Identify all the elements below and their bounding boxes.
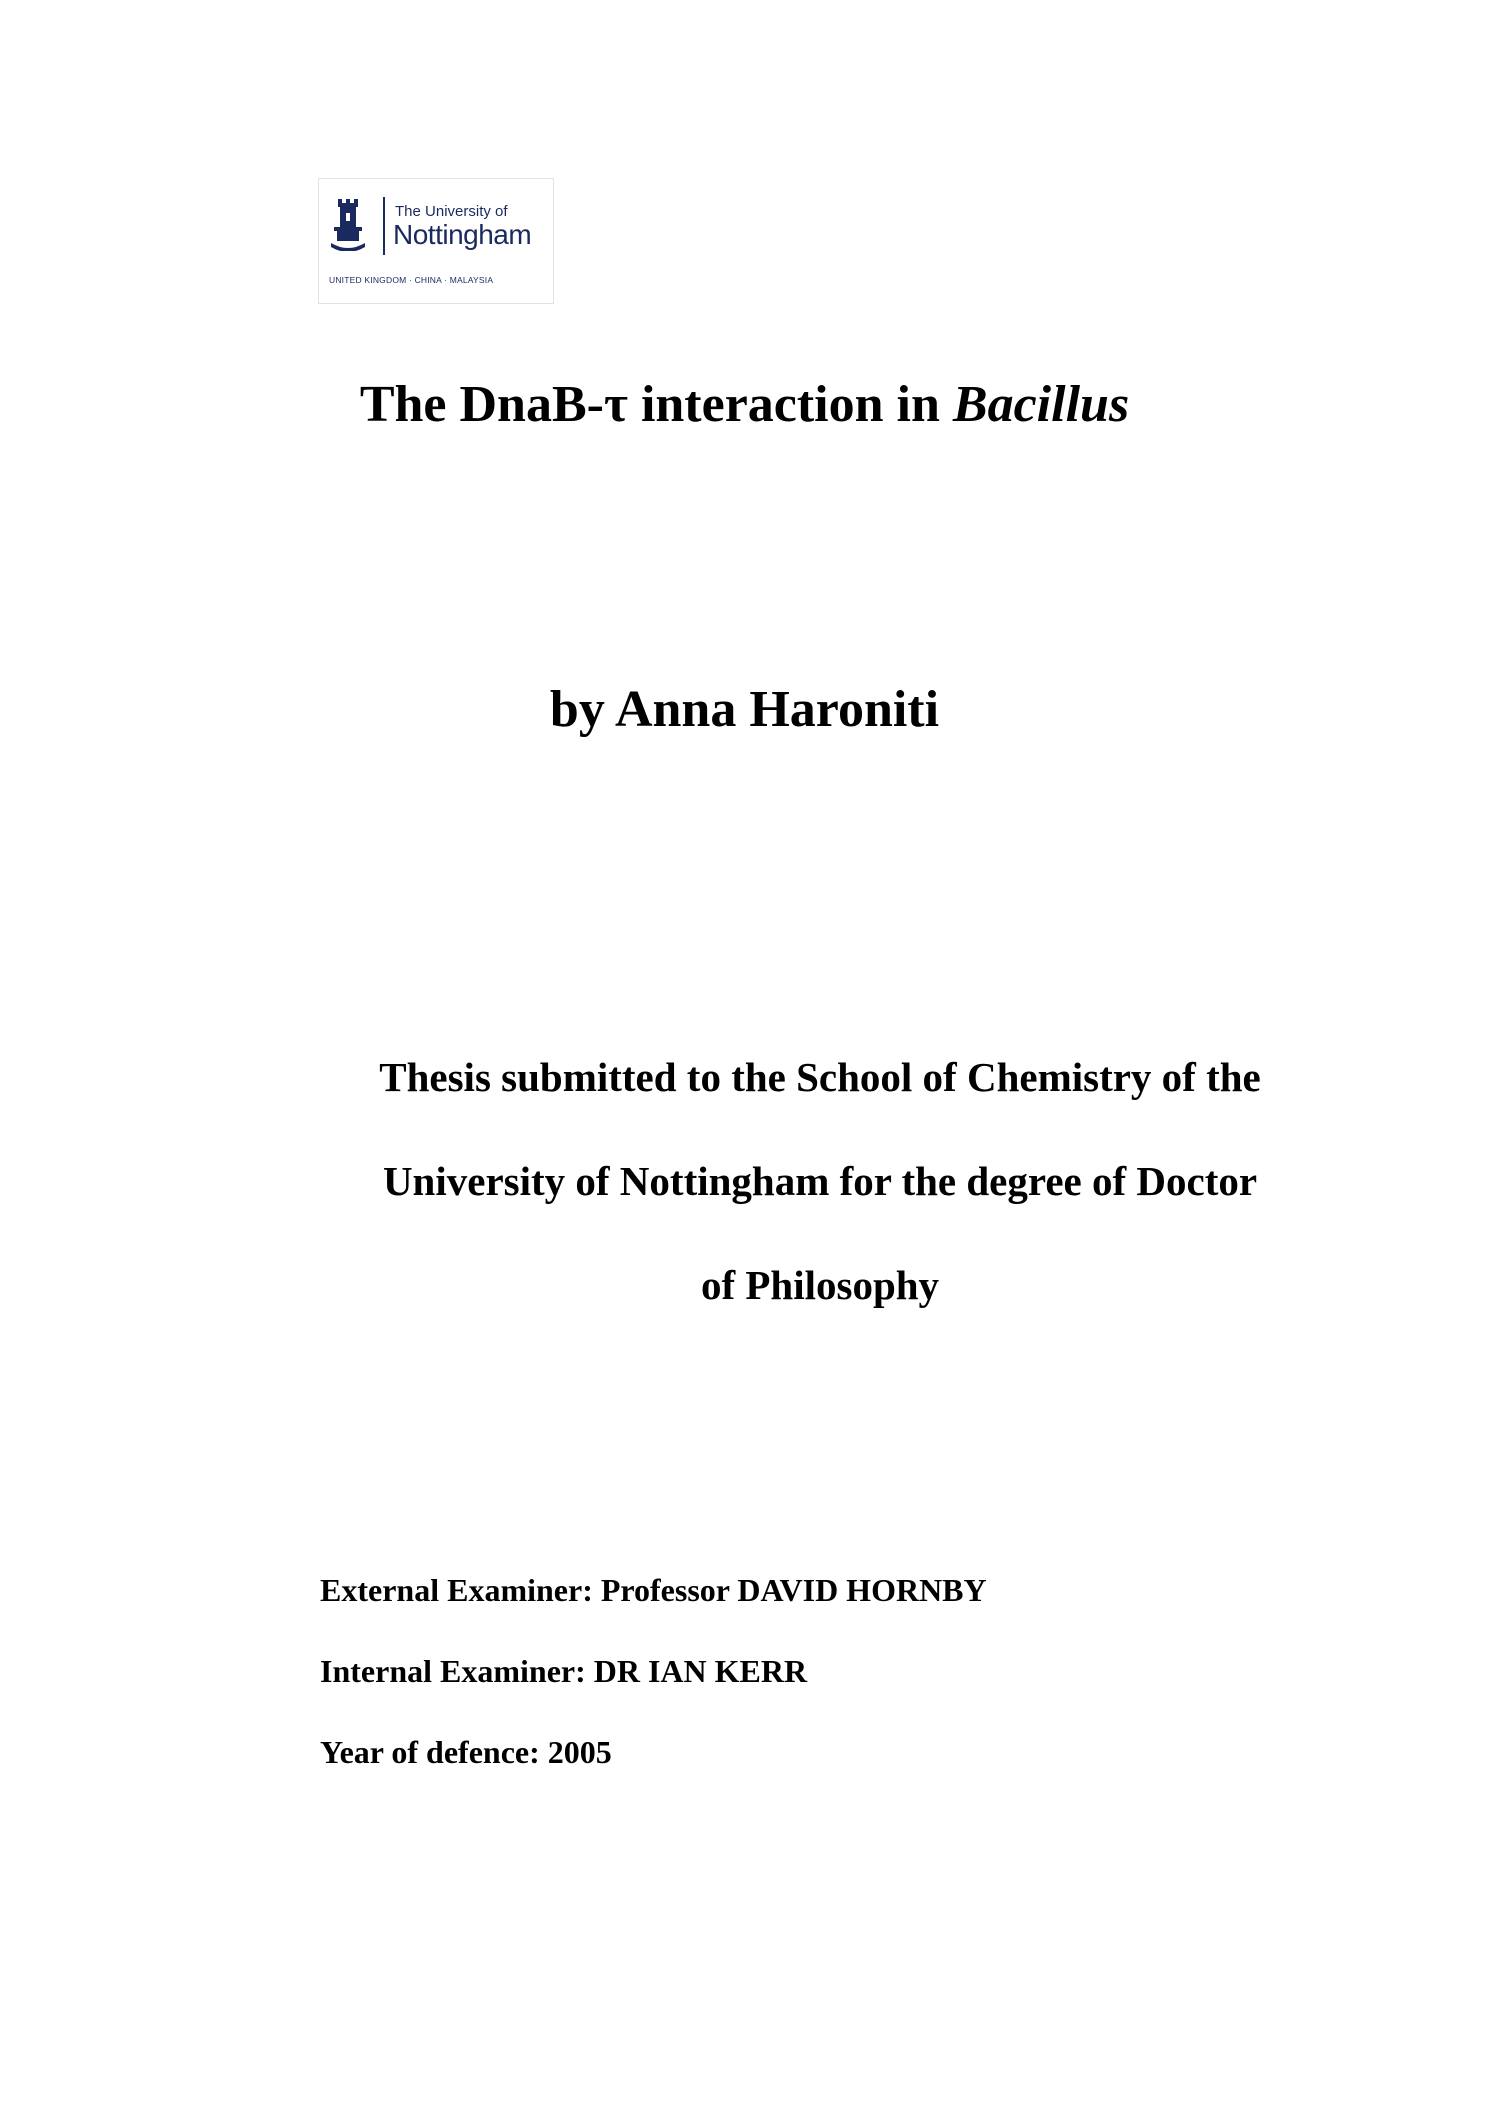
logo-tagline: UNITED KINGDOM · CHINA · MALAYSIA bbox=[329, 275, 494, 285]
author-line: by Anna Haroniti bbox=[549, 681, 940, 738]
thesis-title-prefix: The DnaB-τ interaction in bbox=[359, 376, 953, 433]
logo-line1: The University of bbox=[395, 203, 508, 220]
thesis-statement bbox=[300, 1025, 1340, 1337]
thesis-title-italic: Bacillus bbox=[952, 376, 1130, 433]
thesis-line: University of Nottingham for the degree of Doctor bbox=[382, 1158, 1258, 1204]
logo-divider bbox=[383, 197, 385, 255]
logo-line2: Nottingham bbox=[393, 219, 532, 250]
internal-examiner: Internal Examiner: DR IAN KERR bbox=[320, 1653, 808, 1689]
defence-year: Year of defence: 2005 bbox=[320, 1734, 612, 1770]
thesis-line: of Philosophy bbox=[700, 1262, 940, 1308]
castle-crest-icon bbox=[329, 199, 367, 251]
thesis-line: Thesis submitted to the School of Chemistry of the bbox=[379, 1054, 1261, 1100]
examiner-block bbox=[320, 1550, 987, 1793]
university-logo bbox=[318, 178, 554, 304]
thesis-title bbox=[0, 370, 1489, 440]
external-examiner: External Examiner: Professor DAVID HORNBY bbox=[320, 1572, 987, 1608]
